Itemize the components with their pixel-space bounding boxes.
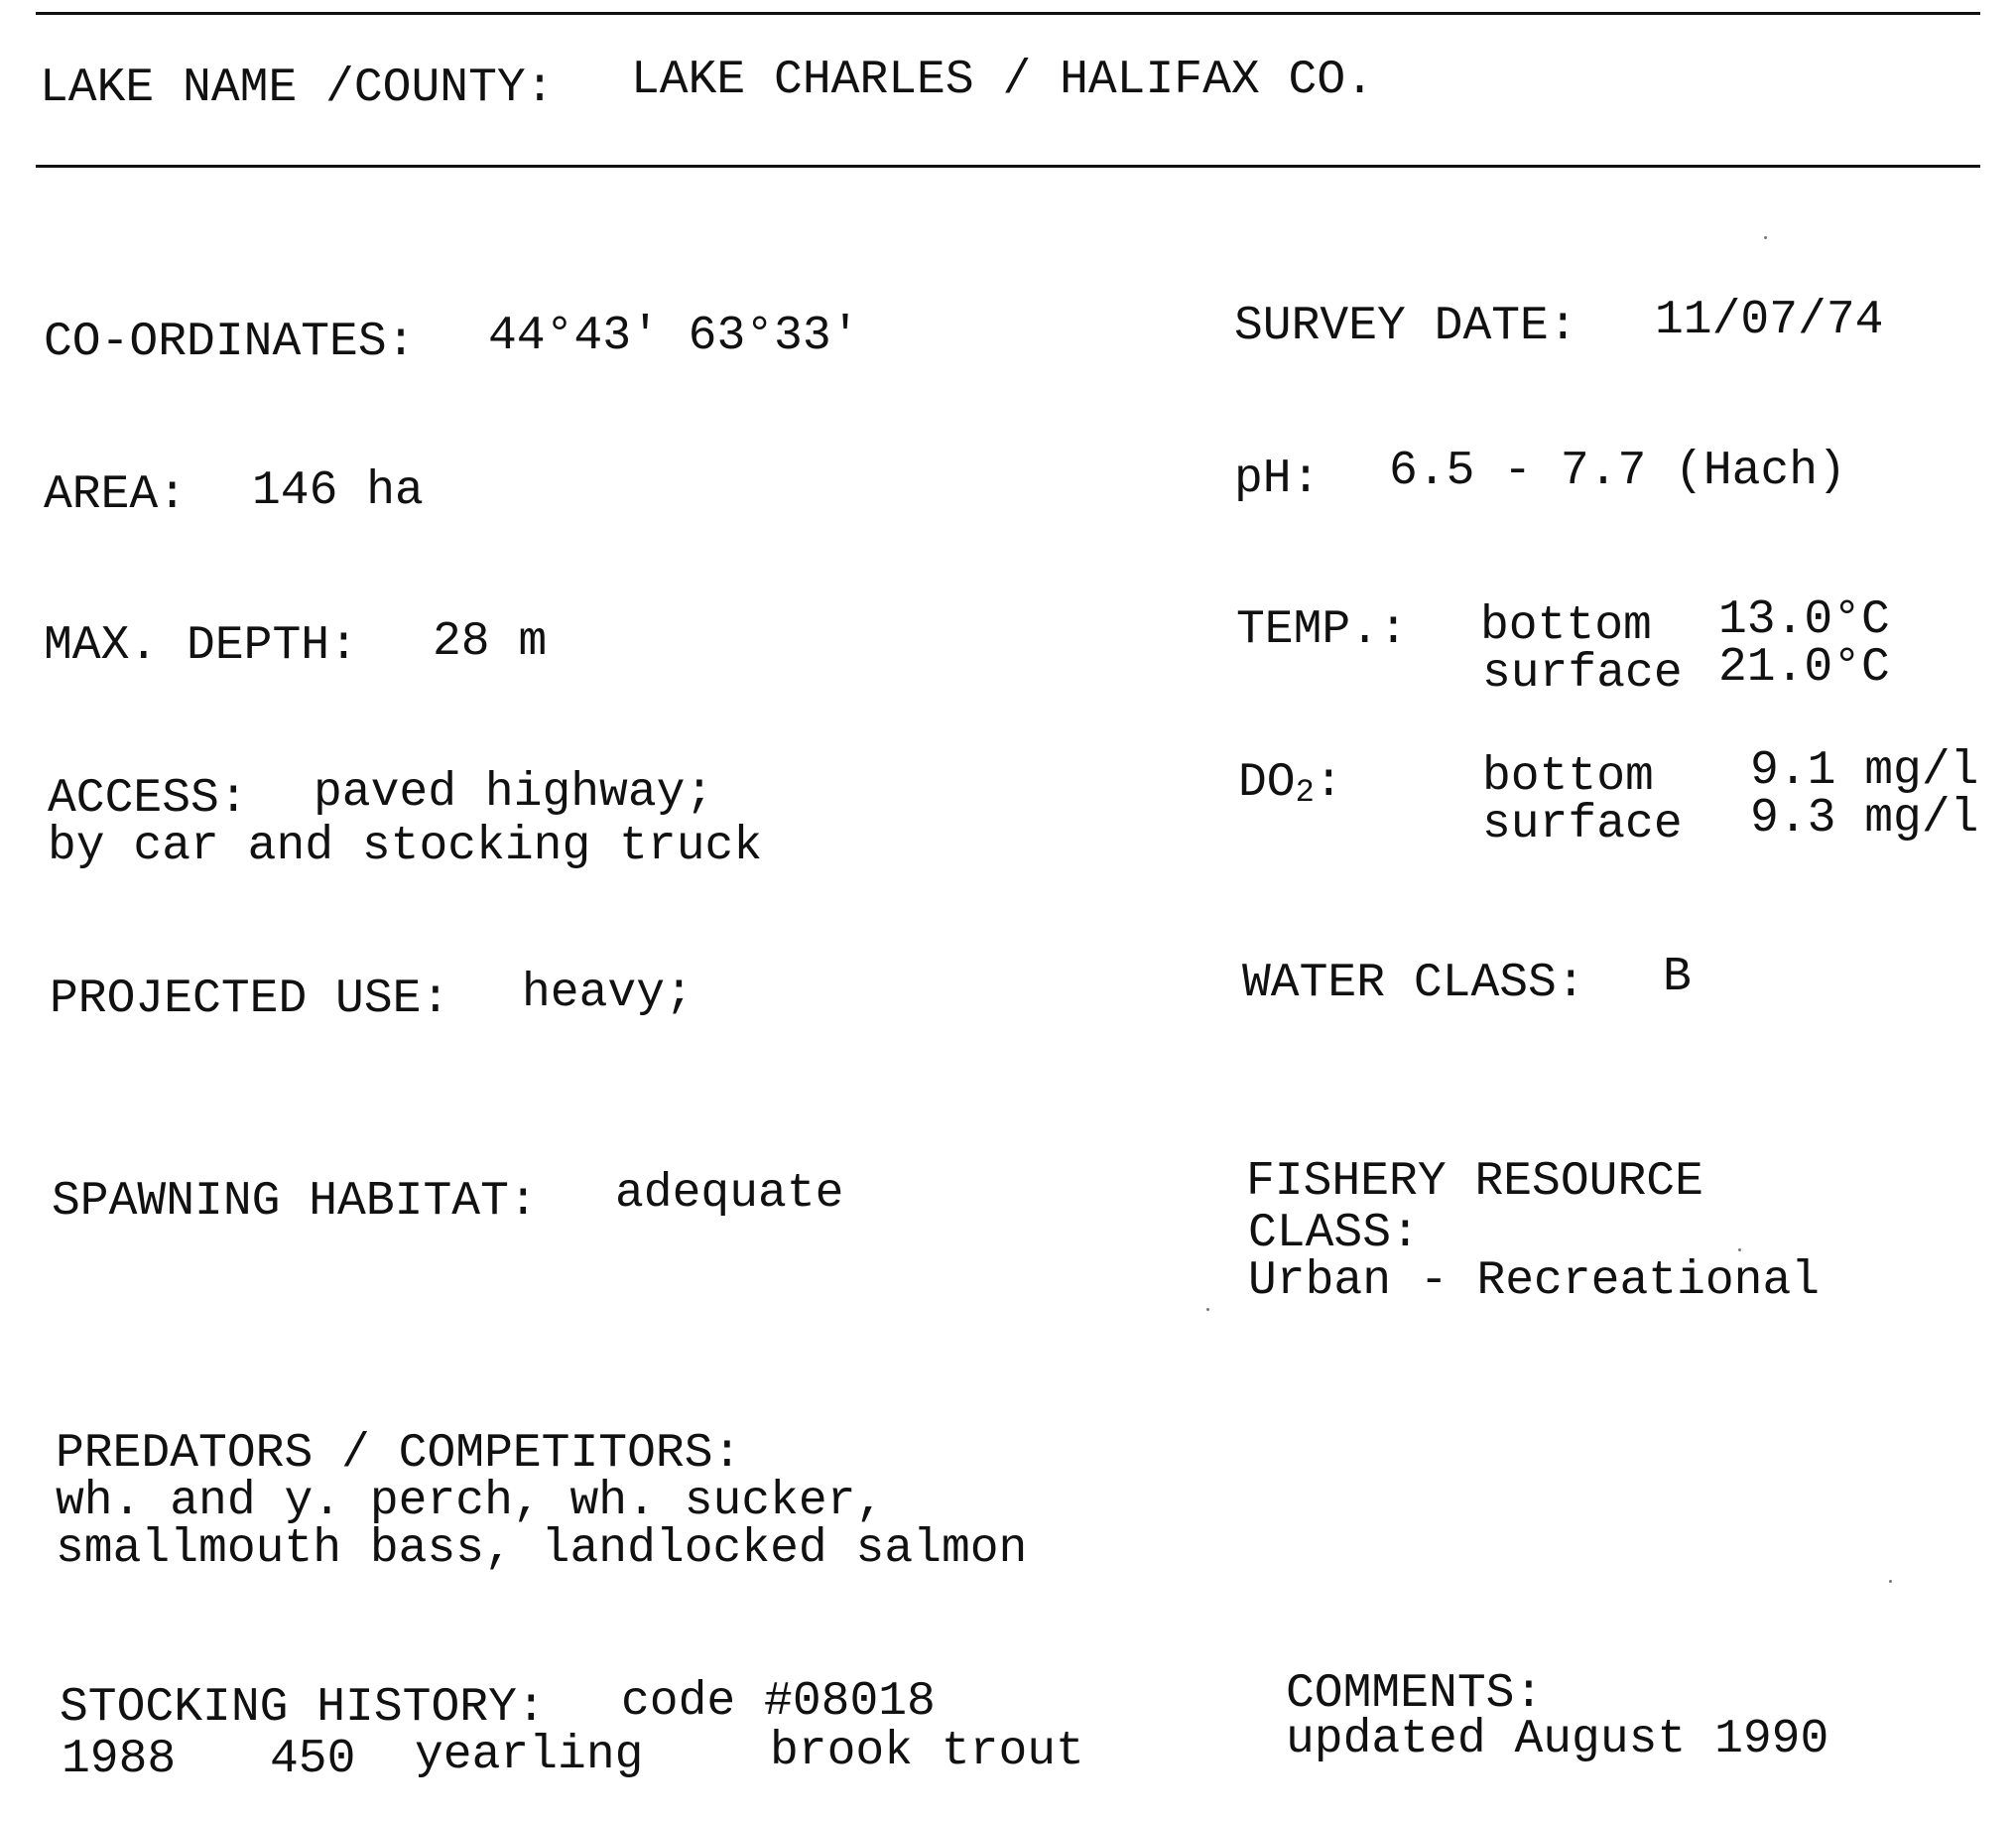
do2-label [1238,758,1343,818]
do2-bottom-label: bottom [1482,750,1654,804]
predators-line2: smallmouth bass, landlocked salmon [56,1522,1028,1576]
top-rule [36,12,1980,15]
scan-speck [1889,1580,1892,1583]
fishery-resource-value: Urban - Recreational [1248,1254,1821,1308]
do2-bottom-value: 9.1 mg/l [1750,744,1979,798]
scan-speck [1738,1248,1741,1251]
header-rule [36,165,1980,168]
area-value: 146 ha [252,464,424,518]
survey-date-label: SURVEY DATE: [1234,300,1577,353]
water-class-value: B [1663,951,1692,1004]
max-depth-value: 28 m [433,615,548,669]
access-line1: paved highway; [314,766,714,820]
stocking-count: 450 [270,1733,356,1786]
stocking-species: brook trout [770,1725,1084,1778]
area-label: AREA: [44,468,188,522]
spawning-habitat-label: SPAWNING HABITAT: [52,1175,538,1229]
temp-bottom-value: 13.0°C [1718,593,1890,647]
do2-label-subscript: 2 [1295,774,1315,811]
scan-speck [1764,236,1767,239]
temp-bottom-label: bottom [1480,599,1652,653]
do2-surface-value: 9.3 mg/l [1750,792,1979,846]
stocking-history-label: STOCKING HISTORY: [60,1681,546,1735]
do2-label-main: DO [1238,756,1296,810]
lake-name-value: LAKE CHARLES / HALIFAX CO. [631,54,1374,107]
projected-use-label: PROJECTED USE: [50,973,450,1026]
predators-line1: wh. and y. perch, wh. sucker, [56,1475,885,1528]
comments-label: COMMENTS: [1286,1667,1544,1721]
access-line2: by car and stocking truck [48,820,763,873]
do2-label-colon: : [1314,756,1343,810]
spawning-habitat-value: adequate [615,1167,844,1221]
temp-surface-label: surface [1482,647,1683,701]
fishery-resource-line1: FISHERY RESOURCE [1246,1155,1703,1209]
coordinates-value: 44°43' 63°33' [488,310,860,363]
max-depth-label: MAX. DEPTH: [44,619,358,673]
ph-value: 6.5 - 7.7 (Hach) [1389,445,1846,498]
scan-speck [1206,1308,1209,1311]
stocking-year: 1988 [62,1733,177,1786]
ph-label: pH: [1234,453,1321,506]
temp-label: TEMP.: [1236,603,1408,657]
fishery-resource-line2: CLASS: [1248,1207,1420,1260]
temp-surface-value: 21.0°C [1718,641,1890,695]
stocking-age: yearling [415,1729,644,1782]
comments-value: updated August 1990 [1286,1713,1829,1766]
access-label: ACCESS: [48,772,248,826]
stocking-history-code: code #08018 [621,1675,936,1729]
projected-use-value: heavy; [522,967,693,1020]
survey-date-value: 11/07/74 [1655,294,1884,347]
lake-name-label: LAKE NAME /COUNTY: [40,62,555,115]
do2-surface-label: surface [1482,798,1683,851]
coordinates-label: CO-ORDINATES: [44,316,416,369]
predators-label: PREDATORS / COMPETITORS: [56,1427,742,1481]
water-class-label: WATER CLASS: [1242,957,1585,1010]
